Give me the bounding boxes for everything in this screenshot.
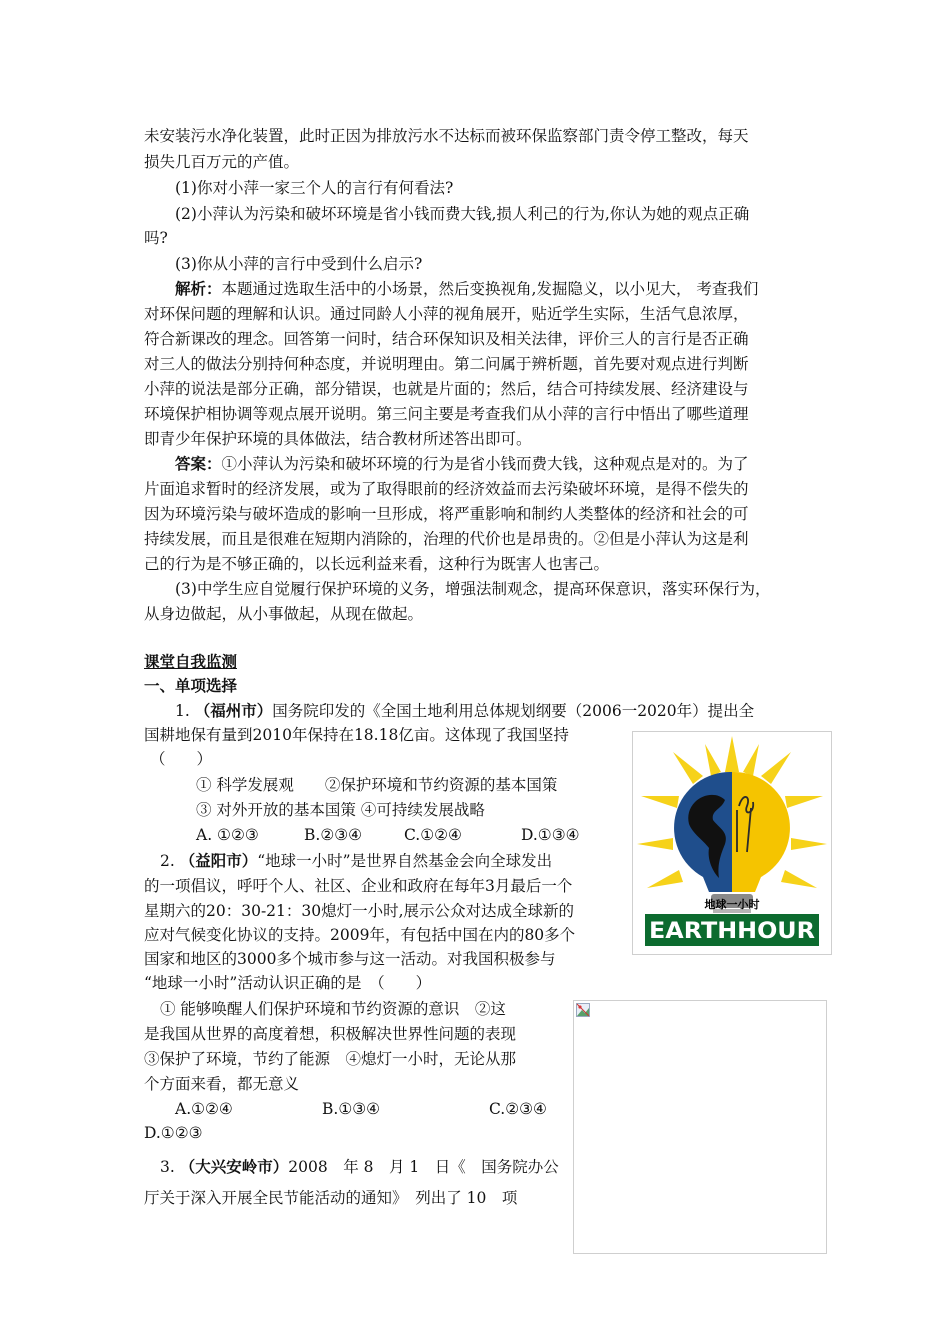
q1-choice-c: C.①②④ bbox=[404, 826, 462, 844]
q1-option-line: ① 科学发展观 ②保护环境和节约资源的基本国策 bbox=[196, 776, 558, 794]
answer-line: 己的行为是不够正确的，以长远利益来看，这种行为既害人也害己。 bbox=[144, 555, 610, 573]
q1-option-line: ③ 对外开放的基本国策 ④可持续发展战略 bbox=[196, 801, 485, 819]
q3-text: 2008 年 8 月 1 日《 国务院办公 bbox=[288, 1158, 559, 1176]
question-line: (3)你从小萍的言行中受到什么启示? bbox=[175, 255, 423, 273]
analysis-line: 小萍的说法是部分正确，部分错误，也就是片面的；然后，结合可持续发展、经济建设与 bbox=[144, 380, 749, 398]
q1-line: 国耕地保有量到2010年保持在18.18亿亩。这体现了我国坚持 bbox=[144, 726, 569, 744]
q2-choice-c: C.②③④ bbox=[489, 1100, 547, 1118]
q2-line: “地球一小时”活动认识正确的是 （ ） bbox=[144, 974, 432, 992]
analysis-line: 对三人的做法分别持何种态度，并说明理由。第二问属于辨析题，首先要对观点进行判断 bbox=[144, 355, 749, 373]
q1-blank: （ ） bbox=[150, 750, 213, 768]
analysis-label: 解析： bbox=[175, 279, 222, 298]
q2-line: 应对气候变化协议的支持。2009年，有包括中国在内的80多个 bbox=[144, 926, 576, 944]
analysis-line bbox=[175, 277, 758, 301]
q2-number: 2. bbox=[160, 852, 175, 870]
q1-choice-b: B.②③④ bbox=[304, 826, 363, 844]
q2-line: 星期六的20：30-21：30熄灯一小时,展示公众对达成全球新的 bbox=[144, 902, 575, 920]
text-line: 未安装污水净化装置，此时正因为排放污水不达标而被环保监察部门责令停工整改，每天 bbox=[144, 127, 749, 145]
analysis-line: 即青少年保护环境的具体做法，结合教材所述答出即可。 bbox=[144, 430, 532, 448]
q2-line: 的一项倡议，呼吁个人、社区、企业和政府在每年3月最后一个 bbox=[144, 877, 573, 895]
q2-statement-line: 个方面来看，都无意义 bbox=[144, 1075, 300, 1093]
q1-text: 国务院印发的《全国土地利用总体规划纲要（2006一2020年）提出全 bbox=[272, 702, 755, 720]
q1-line bbox=[175, 699, 754, 723]
q3-line bbox=[160, 1155, 559, 1179]
q2-city: （益阳市） bbox=[179, 851, 258, 870]
answer-text: ①小萍认为污染和破坏环境的行为是省小钱而费大钱，这种观点是对的。为了 bbox=[221, 455, 749, 473]
broken-image-icon bbox=[576, 1003, 590, 1017]
q2-choice-b: B.①③④ bbox=[322, 1100, 381, 1118]
q2-line: 国家和地区的3000多个城市参与这一活动。对我国积极参与 bbox=[144, 950, 556, 968]
analysis-text: 本题通过选取生活中的小场景，然后变换视角,发掘隐义，以小见大， 考查我们 bbox=[221, 280, 759, 298]
answer-label: 答案： bbox=[175, 454, 222, 473]
q2-choice-a: A.①②④ bbox=[175, 1100, 233, 1118]
q2-statement-line: ① 能够唤醒人们保护环境和节约资源的意识 ②这 bbox=[160, 1000, 506, 1018]
question-line: (1)你对小萍一家三个人的言行有何看法? bbox=[175, 179, 454, 197]
q3-line: 厅关于深入开展全民节能活动的通知》 列出了 10 项 bbox=[144, 1189, 518, 1207]
answer-line: (3)中学生应自觉履行保护环境的义务，增强法制观念，提高环保意识，落实环保行为， bbox=[175, 580, 771, 598]
analysis-line: 环境保护相协调等观点展开说明。第三问主要是考查我们从小萍的言行中悟出了哪些道理 bbox=[144, 405, 749, 423]
answer-line bbox=[175, 452, 749, 476]
bulb-right-half bbox=[732, 772, 790, 892]
question-line: 吗? bbox=[144, 229, 168, 247]
section-title: 课堂自我监测 bbox=[144, 652, 238, 671]
analysis-line: 对环保问题的理解和认识。通过同龄人小萍的视角展开，贴近学生实际，生活气息浓厚， bbox=[144, 305, 749, 323]
q1-number: 1. bbox=[175, 702, 190, 720]
answer-line: 持续发展，而且是很难在短期内消除的，治理的代价也是昂贵的。②但是小萍认为这是利 bbox=[144, 530, 749, 548]
q1-city: （福州市） bbox=[194, 701, 273, 720]
earth-hour-logo bbox=[632, 731, 832, 955]
answer-line: 从身边做起，从小事做起，从现在做起。 bbox=[144, 605, 424, 623]
q3-city: （大兴安岭市） bbox=[179, 1157, 289, 1176]
broken-image-placeholder bbox=[573, 1000, 827, 1254]
answer-line: 片面追求暂时的经济发展，或为了取得眼前的经济效益而去污染破坏环境，是得不偿失的 bbox=[144, 480, 749, 498]
q2-statement-line: ③保护了环境，节约了能源 ④熄灯一小时，无论从那 bbox=[144, 1050, 517, 1068]
q2-statement-line: 是我国从世界的高度着想，积极解决世界性问题的表现 bbox=[144, 1025, 517, 1043]
q2-choice-d: D.①②③ bbox=[144, 1124, 203, 1142]
q1-choice-a: A. ①②③ bbox=[196, 826, 259, 844]
q2-text: “地球一小时”是世界自然基金会向全球发出 bbox=[257, 852, 553, 870]
answer-line: 因为环境污染与破坏造成的影响一旦形成，将严重影响和制约人类整体的经济和社会的可 bbox=[144, 505, 749, 523]
text-line: 损失几百万元的产值。 bbox=[144, 153, 300, 171]
section-subtitle: 一、单项选择 bbox=[144, 676, 238, 695]
question-line: (2)小萍认为污染和破坏环境是省小钱而费大钱,损人利己的行为,你认为她的观点正确 bbox=[175, 205, 750, 223]
q1-choice-d: D.①③④ bbox=[521, 826, 580, 844]
logo-en-text: EARTHHOUR bbox=[649, 919, 816, 944]
earth-hour-logo-graphic bbox=[633, 732, 831, 954]
q2-line bbox=[160, 849, 552, 873]
analysis-line: 符合新课改的理念。回答第一问时，结合环保知识及相关法律，评价三人的言行是否正确 bbox=[144, 330, 749, 348]
q3-number: 3. bbox=[160, 1158, 175, 1176]
logo-cn-text: 地球一小时 bbox=[704, 898, 760, 911]
